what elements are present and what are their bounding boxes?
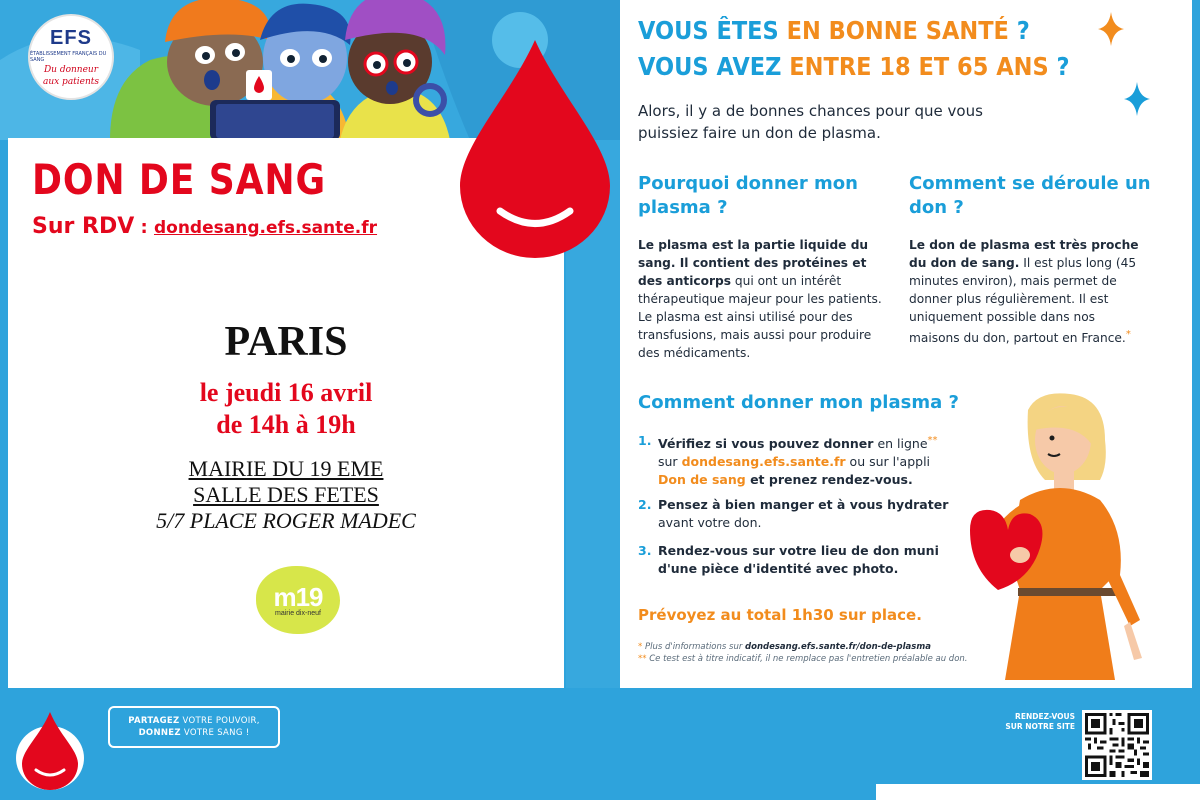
step-number: 1. (638, 433, 652, 448)
rdv-colon: : (134, 217, 154, 238)
step-2-rest: avant votre don. (658, 515, 762, 530)
mairie-19-sub: mairie dix-neuf (275, 609, 321, 617)
venue-name: MAIRIE DU 19 EME (188, 456, 384, 481)
share-line-1-rest: VOTRE POUVOIR, (179, 716, 260, 726)
footnote-2-text: Ce test est à titre indicatif, il ne remplace pas l'entretien préalable au don. (649, 654, 968, 664)
efs-logo-mark: EFS (50, 27, 92, 49)
how-body-rest: Il est plus long (45 minutes environ), mais permet de donner plus régulièrement. Il est uniquement possible dans nos maisons du don, partout en France. (909, 256, 1137, 346)
step-item (638, 432, 958, 489)
why-body-rest: qui ont un intérêt thérapeutique majeur pour les patients. Le plasma est ainsi utilisé pour des transfusions, mais aussi pour produire des médicaments. (638, 274, 882, 360)
step-item (638, 496, 958, 532)
rdv-line (32, 214, 377, 239)
steps-heading: Comment donner mon plasma ? (638, 392, 959, 413)
step-1-app-prefix: ou sur l'appli (845, 454, 931, 470)
visit-site-label (995, 712, 1075, 732)
question-age-b: ENTRE 18 ET 65 ANS (789, 52, 1049, 81)
share-line-2 (139, 727, 250, 739)
step-2-bold: Pensez à bien manger et à vous hydrater (658, 497, 949, 512)
step-3-bold: Rendez-vous sur votre lieu de don muni d'une pièce d'identité avec photo. (658, 543, 939, 576)
step-text (658, 542, 958, 578)
step-1-star: ** (927, 435, 938, 446)
footnote-1 (638, 642, 931, 652)
step-1-app: Don de sang (658, 472, 746, 488)
rdv-link[interactable]: dondesang.efs.sante.fr (153, 218, 378, 238)
visit-site-line-2: SUR NOTRE SITE (1005, 722, 1075, 731)
mairie-19-logo (256, 566, 340, 634)
event-time: de 14h à 19h (216, 410, 356, 439)
woman-heart-illustration (950, 390, 1182, 680)
share-line-1-bold: PARTAGEZ (128, 716, 180, 726)
why-body (638, 236, 883, 362)
efs-logo-tagline-1: Du donneur (43, 65, 99, 75)
question-age-c: ? (1048, 52, 1070, 81)
blood-drop-icon (14, 706, 86, 792)
share-slogan-bubble (108, 706, 280, 748)
sparkle-icon (1124, 82, 1150, 116)
efs-logo-org: ÉTABLISSEMENT FRANÇAIS DU SANG (30, 51, 107, 63)
step-item (638, 542, 958, 578)
question-age-a: VOUS AVEZ (638, 52, 790, 81)
venue-room: SALLE DES FETES (193, 482, 379, 507)
how-body-bold: Le don de plasma est très proche du don de sang. (909, 238, 1139, 270)
step-number: 3. (638, 543, 652, 558)
blood-drop-icon (455, 36, 615, 261)
step-number: 2. (638, 497, 652, 512)
step-1-link[interactable]: dondesang.efs.sante.fr (681, 454, 846, 470)
why-body-bold: Le plasma est la partie liquide du sang. Il contient des protéines et des anticorps (638, 238, 869, 288)
how-body (909, 236, 1149, 347)
qr-code-graphic (1085, 713, 1149, 777)
footnote-1-link[interactable]: dondesang.efs.sante.fr/don-de-plasma (745, 642, 931, 652)
question-age (638, 52, 1070, 81)
how-heading: Comment se déroule un don ? (909, 173, 1151, 218)
how-body-star: * (1125, 329, 1131, 340)
share-line-2-bold: DONNEZ (138, 728, 181, 738)
event-date: le jeudi 16 avril (199, 378, 373, 407)
qr-code-icon[interactable] (1082, 710, 1152, 780)
step-1-end: et prenez rendez-vous. (745, 472, 913, 488)
step-text (658, 496, 958, 532)
bottom-white-band (876, 784, 1200, 800)
mairie-19-mark: m19 (273, 581, 323, 612)
footnote-1-text: Plus d'informations sur (644, 642, 746, 652)
step-1-online: en ligne (873, 436, 928, 452)
sparkle-icon (1098, 12, 1124, 46)
footnote-2 (638, 654, 968, 664)
share-line-2-rest: VOTRE SANG ! (180, 728, 250, 738)
city-name: PARIS (224, 319, 348, 365)
step-text (658, 432, 958, 489)
intro-text: Alors, il y a de bonnes chances pour que vous puissiez faire un don de plasma. (638, 102, 983, 142)
question-health-b: EN BONNE SANTÉ (786, 16, 1009, 45)
question-health-a: VOUS ÊTES (638, 16, 787, 45)
step-1-on: sur (658, 454, 682, 470)
step-1-bold: Vérifiez si vous pouvez donner (658, 436, 874, 452)
total-duration: Prévoyez au total 1h30 sur place. (638, 606, 922, 624)
share-line-1 (128, 715, 260, 727)
question-health (638, 16, 1030, 45)
rdv-label: Sur RDV (32, 214, 135, 239)
footnote-2-star: ** (638, 654, 650, 664)
question-health-c: ? (1008, 16, 1030, 45)
footnote-1-star: * (638, 642, 645, 652)
why-heading: Pourquoi donner mon plasma ? (638, 173, 858, 218)
visit-site-line-1: RENDEZ-VOUS (1015, 712, 1075, 721)
efs-logo (28, 14, 114, 100)
efs-logo-tagline-2: aux patients (42, 77, 100, 87)
venue-address: 5/7 PLACE ROGER MADEC (156, 508, 416, 533)
don-de-sang-title: DON DE SANG (32, 155, 327, 204)
